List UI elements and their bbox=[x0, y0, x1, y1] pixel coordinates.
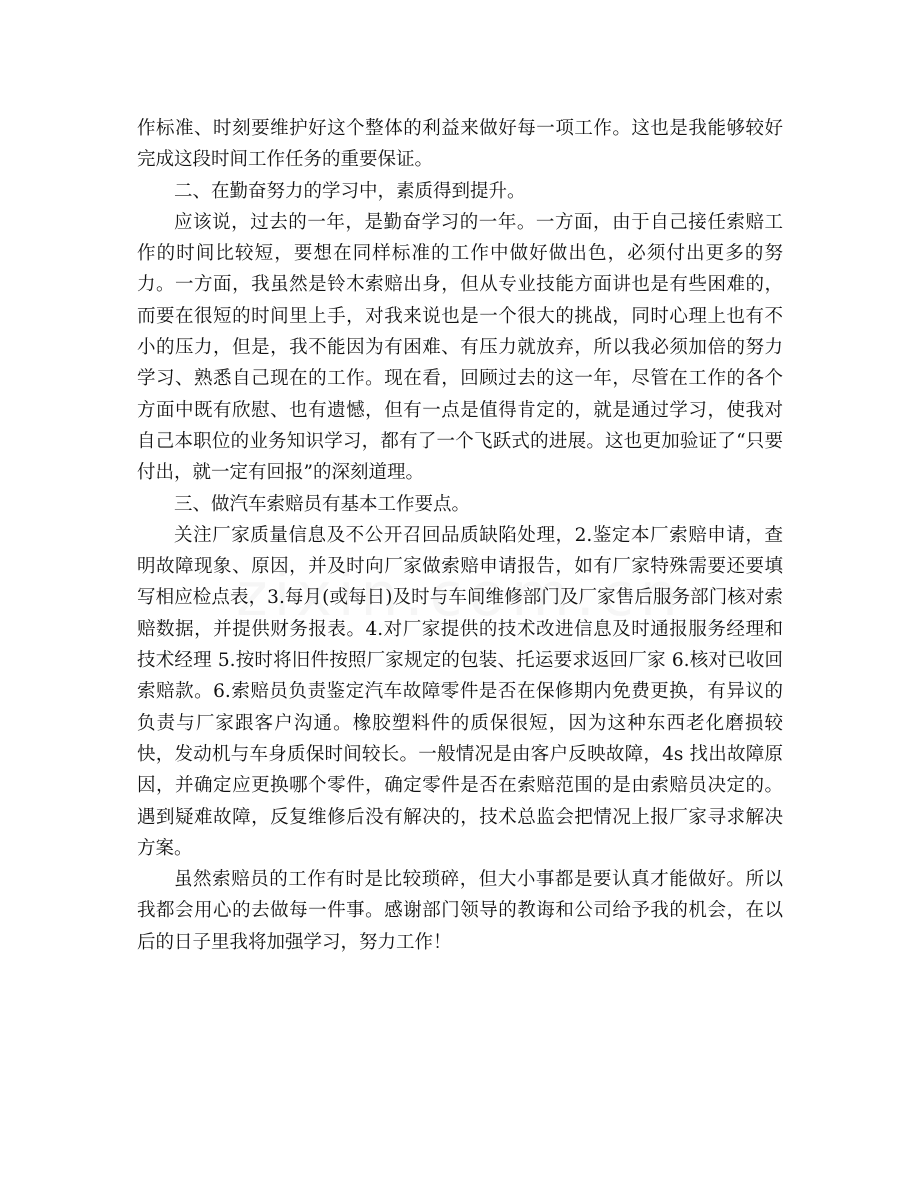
paragraph-work-points: 关注厂家质量信息及不公开召回品质缺陷处理，2.鉴定本厂索赔申请，查明故障现象、原因，并及时向厂家做索赔申请报告，如有厂家特殊需要还要填写相应检点表，3.每月(或每日)及时与车间维修部门及厂家售后服务部门核对索赔数据，并提供财务报表。4.对厂家提供的技术改进信息及时通报服务经理和技术经理 5.按时将旧件按照厂家规定的包装、托运要求返回厂家 6.核对已收回索赔款。6.索赔员负责鉴定汽车故障零件是否在保修期内免费更换，有异议的负责与厂家跟客户沟通。橡胶塑料件的质保很短，因为这种东西老化磨损较快，发动机与车身质保时间较长。一般情况是由客户反映故障，4s 找出故障原因，并确定应更换哪个零件，确定零件是否在索赔范围的是由索赔员决定的。遇到疑难故障，反复维修后没有解决的，技术总监会把情况上报厂家寻求解决方案。 bbox=[137, 524, 783, 859]
paragraph-continuation: 作标准、时刻要维护好这个整体的利益来做好每一项工作。这也是我能够较好完成这段时间工作任务的重要保证。 bbox=[137, 118, 783, 171]
paragraph-learning: 应该说，过去的一年，是勤奋学习的一年。一方面，由于自己接任索赔工作的时间比较短，要想在同样标准的工作中做好做出色，必须付出更多的努力。一方面，我虽然是铃木索赔出身，但从专业技能方面讲也是有些困难的，而要在很短的时间里上手，对我来说也是一个很大的挑战，同时心理上也有不小的压力，但是，我不能因为有困难、有压力就放弃，所以我必须加倍的努力学习、熟悉自己现在的工作。现在看，回顾过去的这一年，尽管在工作的各个方面中既有欣慰、也有遗憾，但有一点是值得肯定的，就是通过学习，使我对自己本职位的业务知识学习，都有了一个飞跃式的进展。这也更加验证了“只要付出，就一定有回报”的深刻道理。 bbox=[137, 211, 783, 484]
document-body bbox=[137, 113, 783, 958]
paragraph-closing: 虽然索赔员的工作有时是比较琐碎，但大小事都是要认真才能做好。所以我都会用心的去做每一件事。感谢部门领导的教诲和公司给予我的机会，在以后的日子里我将加强学习，努力工作！ bbox=[137, 869, 783, 953]
section-heading-3: 三、做汽车索赔员有基本工作要点。 bbox=[174, 493, 471, 515]
section-heading-2: 二、在勤奋努力的学习中，素质得到提升。 bbox=[174, 180, 526, 202]
